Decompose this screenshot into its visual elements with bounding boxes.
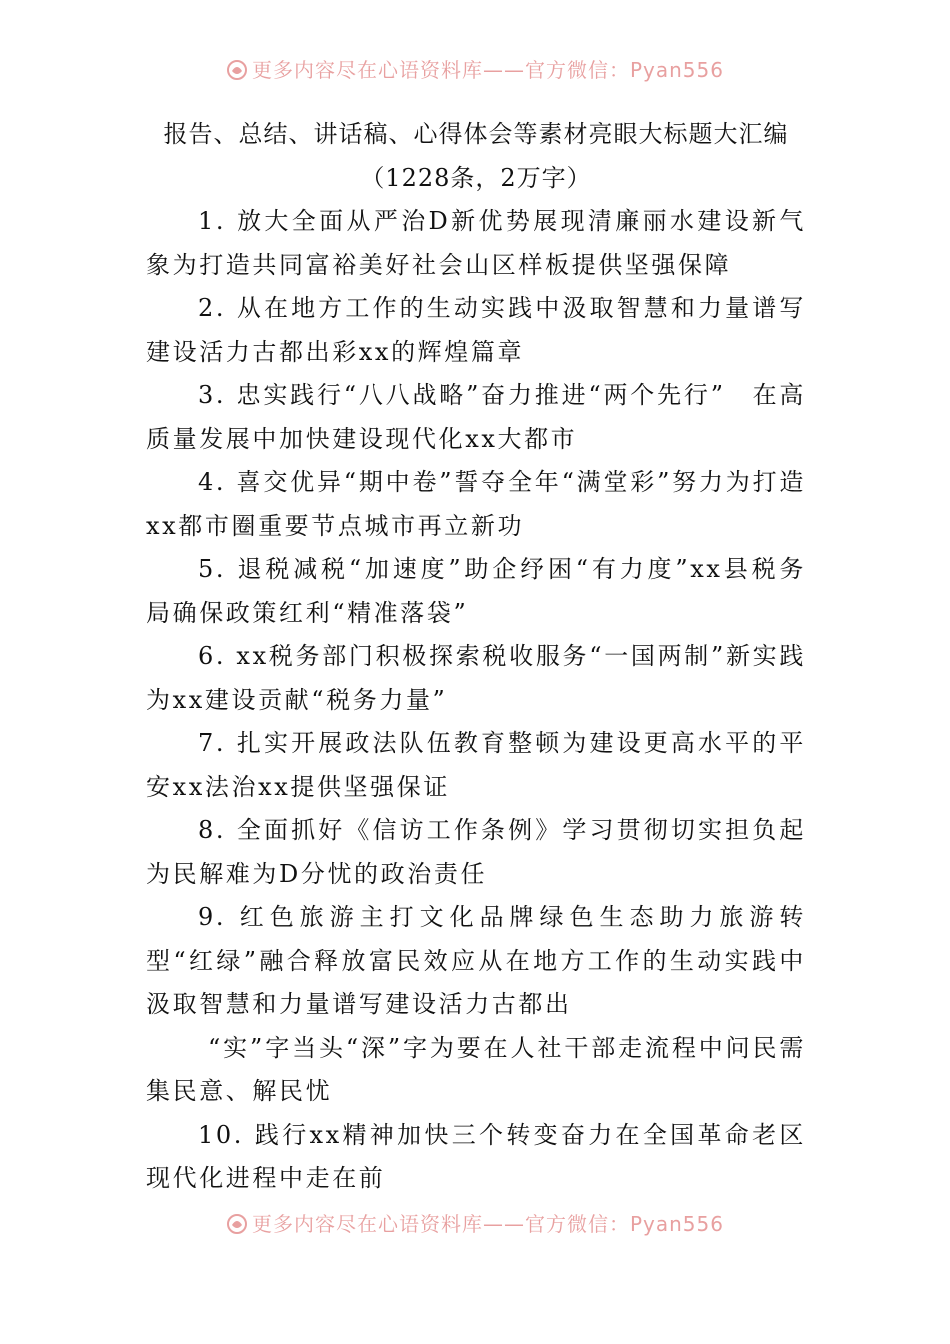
watermark-footer (0, 1208, 950, 1248)
watermark-header (0, 54, 950, 94)
document-title: 报告、总结、讲话稿、心得体会等素材亮眼大标题大汇编 (163, 120, 789, 148)
list-item: 7. 扎实开展政法队伍教育整顿为建设更高水平的平安xx法治xx提供坚强保证 (146, 729, 806, 801)
list-item: 3. 忠实践行“八八战略”奋力推进“两个先行” 在高质量发展中加快建设现代化xx大都市 (146, 381, 806, 453)
list-item: 9. 红色旅游主打文化品牌绿色生态助力旅游转型“红绿”融合释放富民效应从在地方工作的生动实践中汲取智慧和力量谱写建设活力古都出 (146, 903, 806, 1018)
document-subtitle: （1228条，2万字） (360, 164, 592, 192)
list-item: “实”字当头“深”字为要在人社干部走流程中问民需集民意、解民忧 (146, 1033, 806, 1105)
watermark-text: 更多内容尽在心语资料库——官方微信：Pyan556 (251, 58, 724, 82)
list-item: 5. 退税减税“加速度”助企纾困“有力度”xx县税务局确保政策红利“精准落袋” (146, 555, 806, 627)
document-body (146, 112, 806, 1201)
list-item: 4. 喜交优异“期中卷”誓夺全年“满堂彩”努力为打造xx都市圈重要节点城市再立新功 (146, 468, 806, 540)
list-item: 1. 放大全面从严治D新优势展现清廉丽水建设新气象为打造共同富裕美好社会山区样板提供坚强保障 (146, 207, 806, 279)
watermark-text: 更多内容尽在心语资料库——官方微信：Pyan556 (251, 1212, 724, 1236)
list-item: 8. 全面抓好《信访工作条例》学习贯彻切实担负起为民解难为D分忧的政治责任 (146, 816, 806, 888)
logo-icon (226, 59, 248, 81)
list-item: 2. 从在地方工作的生动实践中汲取智慧和力量谱写建设活力古都出彩xx的辉煌篇章 (146, 294, 806, 366)
list-item: 6. xx税务部门积极探索税收服务“一国两制”新实践为xx建设贡献“税务力量” (146, 642, 806, 714)
list-item: 10. 践行xx精神加快三个转变奋力在全国革命老区现代化进程中走在前 (146, 1120, 806, 1192)
logo-icon (226, 1213, 248, 1235)
